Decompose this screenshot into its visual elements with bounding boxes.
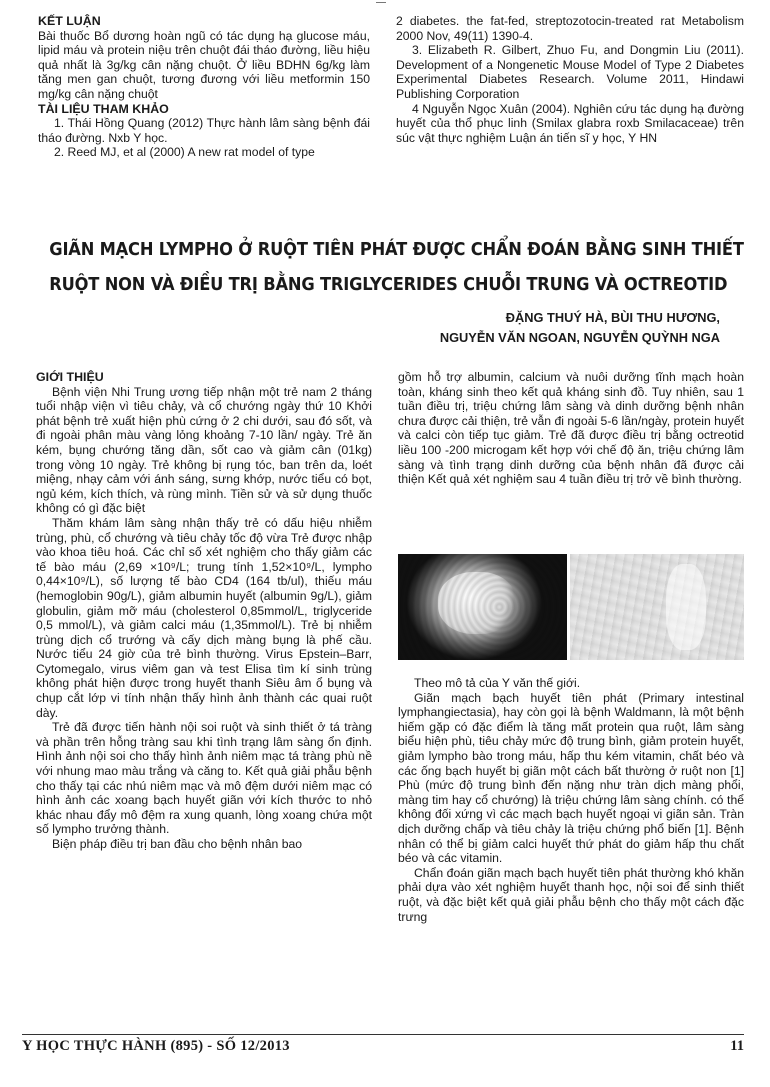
references-heading: TÀI LIỆU THAM KHẢO [38, 101, 169, 116]
body-right-column-bottom [398, 676, 744, 924]
intro-heading: GIỚI THIỆU [36, 370, 104, 384]
body-right-column-top [398, 370, 744, 487]
page-number: 11 [730, 1038, 744, 1054]
reference-item: 3. Elizabeth R. Gilbert, Zhuo Fu, and Dongmin Liu (2011). Development of a Nongenetic Mouse Model of Type 2 Diabetes Experimental Diabetes Research. Volume 2011, Hindawi Publishing Corporation [396, 43, 744, 101]
reference-item: 2. Reed MJ, et al (2000) A new rat model of type [54, 145, 315, 160]
endoscopy-image [398, 554, 567, 660]
authors [360, 308, 720, 348]
reference-item: 2 diabetes. the fat-fed, streptozotocin-treated rat Metabolism 2000 Nov, 49(11) 1390-4. [396, 14, 744, 43]
journal-footer: Y HỌC THỰC HÀNH (895) - SỐ 12/2013 [22, 1038, 290, 1054]
article-title-line: GIÃN MẠCH LYMPHO Ở RUỘT TIÊN PHÁT ĐƯỢC CHẨN ĐOÁN BẰNG SINH THIẾT [49, 240, 744, 260]
article-title-line: RUỘT NON VÀ ĐIỀU TRỊ BẰNG TRIGLYCERIDES CHUỖI TRUNG VÀ OCTREOTID [49, 275, 728, 295]
reference-item: 1. Thái Hồng Quang (2012) Thực hành lâm sàng bệnh đái tháo đường. Nxb Y học. [38, 116, 370, 145]
conclusion-text: Bài thuốc Bổ dương hoàn ngũ có tác dụng hạ glucose máu, lipid máu và protein niệu trên chuột đái tháo đường, liều hiệu quả nhất là 3g/kg cân nặng chuột. Ở liều BDHN 6g/kg làm tăng men gan chuột, tương đương với liều metformin 150 mg/kg cân nặng chuột [38, 28, 370, 101]
histology-image [570, 554, 744, 660]
article-title [49, 233, 744, 303]
body-paragraph: gồm hỗ trợ albumin, calcium và nuôi dưỡng tĩnh mạch hoàn toàn, kháng sinh theo kết quả kháng sinh đồ. Tuy nhiên, sau 1 tuần điều trị, triệu chứng lâm sàng và dinh dưỡng bệnh nhân chưa được cải thiện, trẻ vẫn đi ngoài 5-6 lần/ngày, protein huyết và calci còn tiếp tục giảm. Trẻ đã được điều trị bằng octreotid liều 100 -200 microgam kết hợp với chế độ ăn, triệu chứng lâm sàng và tình trạng dinh dưỡng của bệnh nhân đã được cải thiện Kết quả xét nghiệm sau 4 tuần điều trị trở về bình thường. [398, 370, 744, 487]
authors-line: ĐẶNG THUÝ HÀ, BÙI THU HƯƠNG, [505, 310, 720, 325]
body-paragraph: Chẩn đoán giãn mạch bạch huyết tiên phát thường khó khăn phải dựa vào xét nghiệm huyết thanh học, nội soi để sinh thiết ruột, và đặc biệt kết quả giải phẫu bệnh cho thấy một cách đặc trưng [398, 865, 744, 924]
body-paragraph: Theo mô tả của Y văn thế giới. [414, 676, 581, 690]
conclusion-heading: KẾT LUẬN [38, 14, 101, 28]
top-left-column [38, 14, 370, 160]
top-right-column [396, 14, 744, 145]
body-paragraph: Giãn mạch bạch huyết tiên phát (Primary intestinal lymphangiectasia), hay còn gọi là bệnh Waldmann, là một bệnh hiếm gặp có đặc điểm là tăng mất protein qua ruột, lâm sàng biểu hiện phù, tiêu chảy mức độ trung bình, giảm protein huyết, giảm lympho bào trong máu, hấp thu kém vitamin, chất béo và các ống bạch huyết bị giãn một cách bất thường ở ruột non [1] Phù (mức độ trung bình đến nặng như tràn dịch màng phổi, màng tim hay cổ chướng) là triệu chứng lâm sàng chính. có thể không đối xứng vì các mạch bạch huyết ngoại vi giãn sản. Tràn dịch dưỡng chấp và tiêu chảy là triệu chứng phổ biến [1]. Bệnh nhân có thể bị giảm calci huyết thứ phát do giảm hấp thu chất béo và các vitamin. [398, 690, 744, 866]
footer-rule [22, 1034, 744, 1035]
authors-line: NGUYỄN VĂN NGOAN, NGUYỄN QUỲNH NGA [439, 330, 720, 345]
reference-item: 4 Nguyễn Ngọc Xuân (2004). Nghiên cứu tác dụng hạ đường huyết của thổ phục linh (Smilax glabra roxb Smilacaceae) trên súc vật thực nghiệm Luận án tiến sĩ y học, Y HN [396, 101, 744, 145]
body-paragraph: Trẻ đã được tiến hành nội soi ruột và sinh thiết ở tá tràng và phần trên hỗng tràng sau khi tình trạng lâm sàng ổn định. Hình ảnh nội soi cho thấy hình ảnh niêm mạc tá tràng phù nề với nhung mao màu trắng và căng to. Kết quả giải phẫu bệnh cho thấy tại các nhú niêm mạc và mô đệm dưới niêm mạc có hình ảnh các xoang bạch huyết giãn với kích thước to nhỏ khác nhau đẩy mô đệm ra xung quanh, lòng xoang chứa một số lympho trưởng thành. [36, 720, 372, 837]
body-paragraph: Bệnh viện Nhi Trung ương tiếp nhận một trẻ nam 2 tháng tuổi nhập viện vì tiêu chảy, và cổ chướng ngày thứ 10 Khởi phát bệnh trẻ xuất hiện phù cứng ở 2 chi dưới, sau đó sốt, và đi ngoài phân màu vàng lỏng khoảng 7-10 lần/ ngày. Trẻ ăn kém, bụng chướng tăng dần, sốt cao và giảm cân (01kg) trong vòng 10 ngày. Trẻ không bị rụng tóc, ban trên da, loét miệng, nhạy cảm với ánh sáng, sưng khớp, nước tiểu có bọt, ngủ kém, kích thích, và rùng mình. Tiền sử và sử dụng thuốc không có gì đặc biệt [36, 384, 372, 516]
body-left-column [36, 370, 372, 852]
figure-pair [398, 554, 744, 664]
crop-mark [376, 2, 386, 11]
body-paragraph: Biện pháp điều trị ban đầu cho bệnh nhân bao [52, 837, 303, 851]
body-paragraph: Thăm khám lâm sàng nhận thấy trẻ có dấu hiệu nhiễm trùng, phù, cổ chướng và tiêu chảy tốc độ vừa Trẻ được nhập vào khoa tiêu hoá. Các chỉ số xét nghiệm cho thấy giảm các tế bào máu (2,69 ×10⁹/L; trung tính 1,52×10⁹/L, lympho 0,44×10⁹/L), số lượng tế bào CD4 (164 tb/ul), thiếu máu (hemoglobin 90g/L), giảm albumin huyết (albumin 9g/L), giảm globulin, giảm mỡ máu (cholesterol 0,85mmol/L, triglyceride 0,5 mmol/L), và giảm calci máu (1,35mmol/L). Trẻ bị nhiễm trùng dịch cổ trướng và cấy dịch màng bụng là phế cầu. Nước tiểu 24 giờ của trẻ bình thường. Virus Epstein–Barr, Cytomegalo, virus viêm gan và test Elisa tìm kí sinh trùng không phát hiện được trong huyết thanh Siêu âm ổ bụng và chụp cắt lớp vi tính nhận thấy hình ảnh thành các quai ruột dày. [36, 515, 372, 720]
